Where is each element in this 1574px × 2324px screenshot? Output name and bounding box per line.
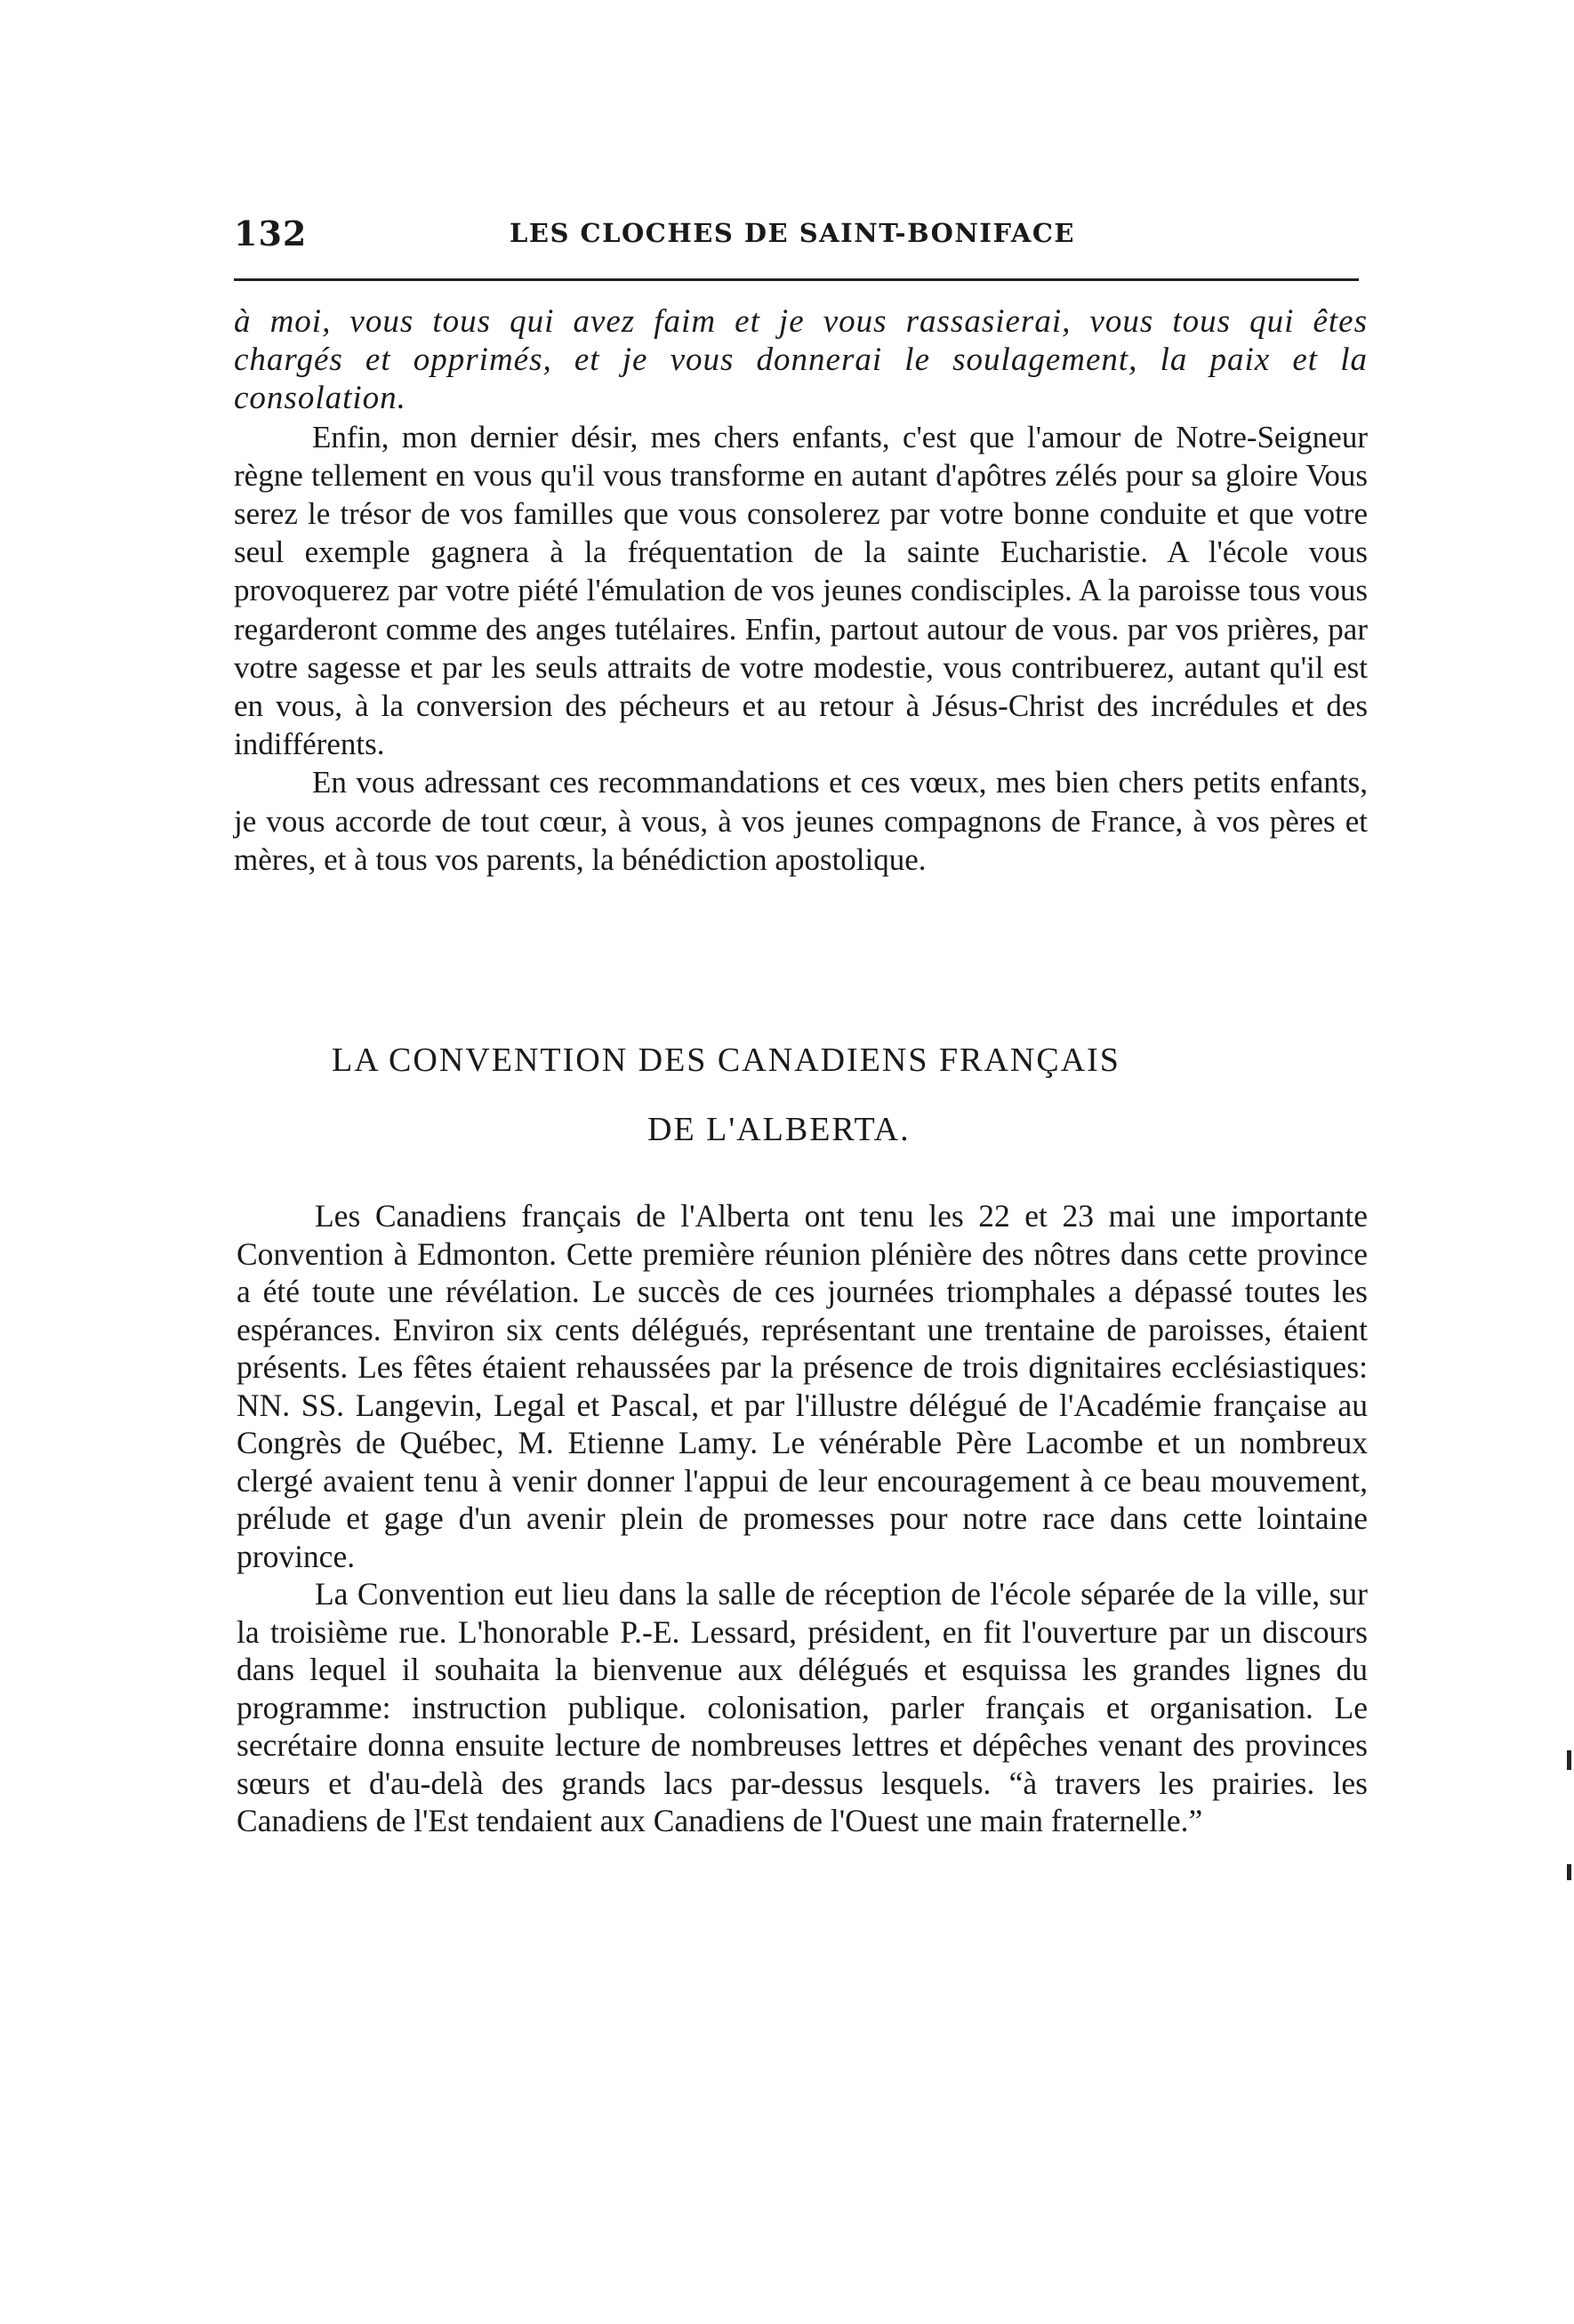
- page-number: 132: [234, 213, 308, 253]
- section-title-line-2: DE L'ALBERTA.: [647, 1111, 911, 1148]
- convention-paragraph-2: La Convention eut lieu dans la salle de réception de l'école séparée de la ville, sur la troisième rue. L'honorable P.-E. Lessard, président, en fit l'ouverture par un discours dans lequel il souhaita la bienvenue aux délégués et esquissa les grandes lignes du programme: instruction publique. colonisation, parler français et organisation. Le secrétaire donna ensuite lecture de nombreuses lettres et dépêches venant des provinces sœurs et d'au-delà des grands lacs par-dessus lesquels. “à travers les prairies. les Canadiens de l'Est tendaient aux Canadiens de l'Ouest une main fraternelle.”: [237, 1576, 1368, 1838]
- letter-paragraph-1: Enfin, mon dernier désir, mes chers enfants, c'est que l'amour de Notre-Seigneur règne tellement en vous qu'il vous transforme en autant d'apôtres zélés pour sa gloire Vous serez le trésor de vos familles que vous consolerez par votre bonne conduite et que votre seul exemple gagnera à la fréquentation de la sainte Eucharistie. A l'école vous provoquerez par votre piété l'émulation de vos jeunes condisciples. A la paroisse tous vous regarderont comme des anges tutélaires. Enfin, partout autour de vous. par vos prières, par votre sagesse et par les seuls attraits de votre modestie, vous contribuerez, autant qu'il est en vous, à la conversion des pécheurs et au retour à Jésus-Christ des incrédules et des indifférents.: [234, 419, 1368, 762]
- letter-text: [234, 302, 1368, 879]
- section-title-line-1: LA CONVENTION DES CANADIENS FRANÇAIS: [332, 1041, 1120, 1079]
- book-page: [234, 0, 1368, 2324]
- scripture-quote: à moi, vous tous qui avez faim et je vous rassasierai, vous tous qui êtes chargés et opprimés, et je vous donnerai le soulagement, la paix et la consolation.: [234, 303, 1368, 417]
- running-head: [234, 213, 1368, 258]
- convention-text: [237, 1197, 1368, 1840]
- book-title: LES CLOCHES DE SAINT-BONIFACE: [510, 218, 1076, 248]
- header-rule: [234, 278, 1359, 281]
- letter-paragraph-2: En vous adressant ces recommandations et ces vœux, mes bien chers petits enfants, je vous accorde de tout cœur, à vous, à vos jeunes compagnons de France, à vos pères et mères, et à tous vos parents, la bénédiction apostolique.: [234, 765, 1368, 877]
- scan-margin-mark: [1567, 1864, 1571, 1880]
- scan-margin-mark: [1567, 1750, 1571, 1770]
- convention-paragraph-1: Les Canadiens français de l'Alberta ont tenu les 22 et 23 mai une importante Convention à Edmonton. Cette première réunion plénière des nôtres dans cette province a été toute une révélation. Le succès de ces journées triomphales a dépassé toutes les espérances. Environ six cents délégués, représentant une trentaine de paroisses, étaient présents. Les fêtes étaient rehaussées par la présence de trois dignitaires ecclésiastiques: NN. SS. Langevin, Legal et Pascal, et par l'illustre délégué de l'Académie française au Congrès de Québec, M. Etienne Lamy. Le vénérable Père Lacombe et un nombreux clergé avaient tenu à venir donner l'appui de leur encouragement à ce beau mouvement, prélude et gage d'un avenir plein de promesses pour notre race dans cette lointaine province.: [237, 1198, 1368, 1574]
